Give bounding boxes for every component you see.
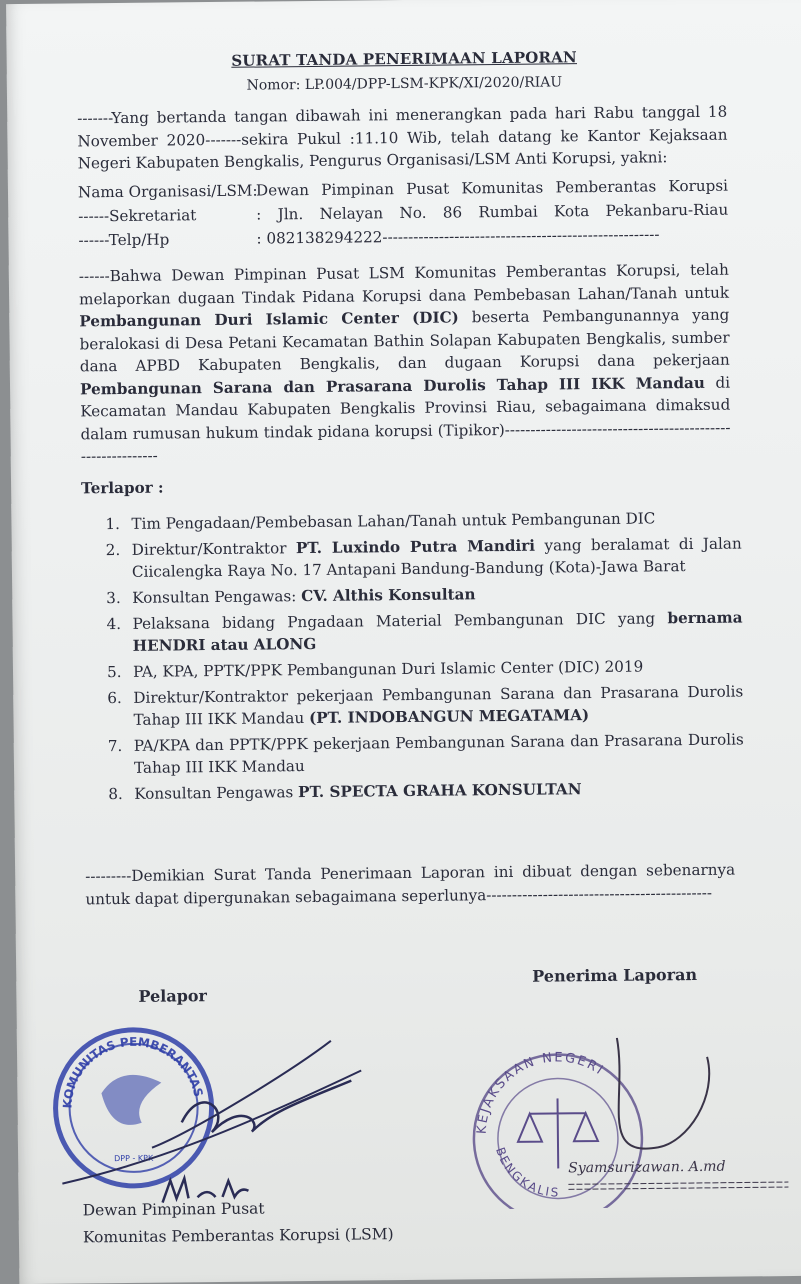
- pelapor-org-line1: Dewan Pimpinan Pusat: [82, 1199, 265, 1220]
- report-text-3: di Kecamatan Mandau Kabupaten Bengkalis Provinsi Riau, sebagaimana dimaksud dalam rumusan hukum tindak pidana korupsi (Tipikor)-----------------------------------------------------------: [80, 373, 731, 466]
- pelapor-org-line2: Komunitas Pemberantas Korupsi (LSM): [82, 1225, 394, 1247]
- list-item: 4. Pelaksana bidang Pngadaan Material Pembangunan DIC yang bernama HENDRI atau ALONG: [106, 608, 743, 655]
- letter-number: Nomor: LP.004/DPP-LSM-KPK/XI/2020/RIAU: [246, 74, 563, 94]
- secretariat-value: : Jln. Nelayan No. 86 Rumbai Kota Pekanbaru-Riau: [256, 200, 729, 224]
- svg-text:BENGKALIS: [493, 1145, 561, 1201]
- stamp-right-top: KEJAKSAAN NEGERI: [474, 1050, 607, 1135]
- secretariat-label: ------Sekretariat: [78, 206, 197, 226]
- penerima-stamp-signature: [457, 1036, 799, 1210]
- stamp-left-text: KOMUNITAS PEMBERANTAS: [60, 1034, 206, 1109]
- pelapor-label: Pelapor: [138, 986, 208, 1006]
- report-paragraph: [79, 259, 731, 468]
- pelapor-org: [83, 1194, 394, 1251]
- report-project-dic: Pembangunan Duri Islamic Center (DIC): [79, 308, 459, 331]
- list-item: 2. Direktur/Kontraktor PT. Luxindo Putra Mandiri yang beralamat di Jalan Ciicalengka Raya No. 17 Antapani Bandung-Bandung (Kota)-Jawa Barat: [105, 534, 742, 581]
- closing-paragraph: ---------Demikian Surat Tanda Penerimaan Laporan ini dibuat dengan sebenarnya untuk dapat dipergunakan sebagaimana seperlunya--------------------------------------------: [85, 860, 736, 908]
- list-item: 1. Tim Pengadaan/Pembebasan Lahan/Tanah untuk Pembangunan DIC: [105, 509, 656, 534]
- list-item: 5. PA, KPA, PPTK/PPK Pembangunan Duri Islamic Center (DIC) 2019: [106, 657, 644, 682]
- terlapor-heading: Terlapor :: [81, 478, 164, 498]
- stamp-left-sub: DPP - KPK: [114, 1153, 154, 1164]
- stamp-right-bottom: BENGKALIS: [493, 1145, 561, 1200]
- letter-title: SURAT TANDA PENERIMAAN LAPORAN: [231, 48, 578, 70]
- pelapor-stamp-signature: [31, 1010, 373, 1214]
- list-item: 3. Konsultan Pengawas: CV. Althis Konsultan: [106, 585, 476, 608]
- report-project-durolis: Pembangunan Sarana dan Prasarana Durolis Tahap III IKK Mandau: [79, 373, 705, 398]
- letter-paper: [6, 0, 801, 1284]
- org-name-value: Dewan Pimpinan Pusat Komunitas Pemberantas Korupsi: [255, 176, 729, 200]
- list-item: 7. PA/KPA dan PPTK/PPK pekerjaan Pembangunan Sarana dan Prasarana Durolis Tahap III IKK Mandau: [107, 730, 744, 777]
- list-item: 6. Direktur/Kontraktor pekerjaan Pembangunan Sarana dan Prasarana Durolis Tahap III IKK Mandau (PT. INDOBANGUN MEGATAMA): [107, 682, 744, 729]
- penerima-label: Penerima Laporan: [532, 964, 698, 986]
- terlapor-list: [81, 506, 744, 809]
- org-name-label: Nama Organisasi/LSM:: [77, 181, 258, 202]
- receiver-signature: Syamsurizawan. A.md: [568, 1158, 726, 1177]
- intro-paragraph: -------Yang bertanda tangan dibawah ini menerangkan pada hari Rabu tanggal 18 November 2020-------sekira Pukul :11.10 Wib, telah datang ke Kantor Kejaksaan Negeri Kabupaten Bengkalis, Pengurus Organisasi/LSM Anti Korupsi, yakni:: [77, 102, 728, 173]
- report-text-2: beserta Pembangunannya yang beralokasi di Desa Petani Kecamatan Bathin Solapan Kabupaten Bengkalis, sumber dana APBD Kabupaten Bengkalis, dan dugaan Korupsi dana pekerjaan: [79, 305, 730, 376]
- phone-value: : 082138294222------------------------------------------------------: [256, 225, 660, 248]
- list-item: 8. Konsultan Pengawas PT. SPECTA GRAHA KONSULTAN: [108, 780, 582, 804]
- phone-row: [78, 225, 728, 254]
- report-text-1: ------Bahwa Dewan Pimpinan Pusat LSM Komunitas Pemberantas Korupsi, telah melaporkan dugaan Tindak Pidana Korupsi dana Pembebasan Lahan/Tanah untuk: [78, 260, 730, 308]
- svg-text:KEJAKSAAN NEGERI: [474, 1050, 608, 1135]
- phone-label: ------Telp/Hp: [78, 230, 170, 250]
